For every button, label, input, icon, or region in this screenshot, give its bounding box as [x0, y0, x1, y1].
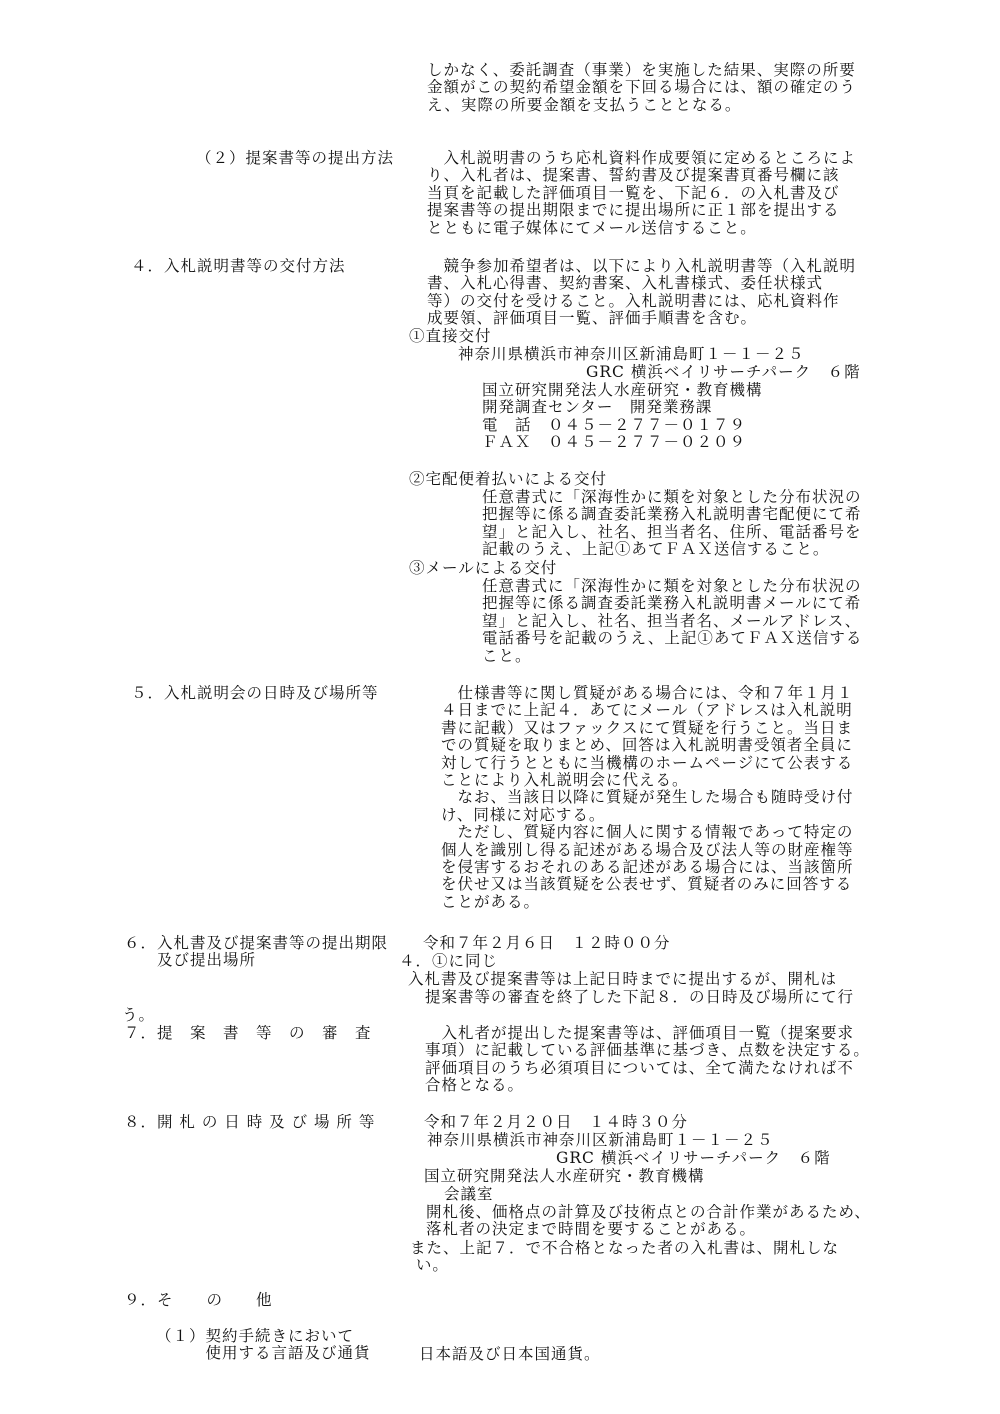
section-9-sub1-value: 日本語及び日本国通貨。	[419, 1345, 601, 1363]
section-8-address-line2: GRC 横浜ベイリサーチパーク ６階	[556, 1149, 831, 1167]
section-6-note-line1: 入札書及び提案書等は上記日時までに提出するが、開札は	[408, 970, 838, 988]
section-8-label: ８．開 札 の 日 時 及 び 場 所 等	[124, 1113, 376, 1131]
section-6-place: ４．①に同じ	[399, 952, 499, 970]
method-1-organization: 国立研究開発法人水産研究・教育機構 開発調査センター 開発業務課 電 話 ０４５－２７７－０１７９ ＦＡＸ ０４５－２７７－０２０９	[482, 381, 763, 452]
section-8-date: 令和７年２月２０日 １４時３０分	[424, 1113, 689, 1131]
section-8-note-1: 開札後、価格点の計算及び技術点との合計作業があるため、 落札者の決定まで時間を要することがある。	[426, 1203, 871, 1239]
intro-continuation: しかなく、委託調査（事業）を実施した結果、実際の所要 金額がこの契約希望金額を下回る場合には、額の確定のう え、実際の所要金額を支払うこととなる。	[427, 61, 857, 114]
method-3-body: 任意書式に「深海性かに類を対象とした分布状況の 把握等に係る調査委託業務入札説明書メールにて希 望」と記入し、社名、担当者名、メールアドレス、 電話番号を記載のうえ、上記①あてＦＡＸ送信する こと。	[482, 577, 863, 665]
section-6-label: ６．入札書及び提案書等の提出期限 及び提出場所	[124, 934, 389, 970]
method-2-body: 任意書式に「深海性かに類を対象とした分布状況の 把握等に係る調査委託業務入札説明書宅配便にて希 望」と記入し、社名、担当者名、住所、電話番号を 記載のうえ、上記①あてＦＡＸ送信すること。	[482, 488, 862, 559]
method-1-address-line1: 神奈川県横浜市神奈川区新浦島町１－１－２５	[458, 345, 805, 363]
section-8-room: 会議室	[444, 1185, 494, 1203]
submission-body: 入札説明書のうち応札資料作成要領に定めるところによ り、入札者は、提案書、誓約書及び提案書頁番号欄に該 当頁を記載した評価項目一覧を、下記６．の入札書及び 提案書等の提出期限までに提出場所に正１部を提出する とともに電子媒体にてメール送信すること。	[427, 149, 857, 237]
section-4-label: ４．入札説明書等の交付方法	[131, 257, 346, 275]
method-3-title: ③メールによる交付	[409, 559, 558, 577]
section-6-note-line3: う。	[122, 1006, 156, 1024]
section-6-date: 令和７年２月６日 １２時００分	[423, 934, 671, 952]
method-1-address-line2: GRC 横浜ベイリサーチパーク ６階	[586, 363, 861, 381]
method-2-title: ②宅配便着払いによる交付	[409, 470, 608, 488]
section-4-body: 競争参加希望者は、以下により入札説明書等（入札説明 書、入札心得書、契約書案、入札書様式、委任状様式 等）の交付を受けること。入札説明書には、応札資料作 成要領、評価項目一覧、評価手順書を含む。	[427, 257, 857, 328]
section-5-label: ５．入札説明会の日時及び場所等	[131, 684, 379, 702]
section-8-address-line1: 神奈川県横浜市神奈川区新浦島町１－１－２５	[427, 1131, 774, 1149]
section-5-body: 仕様書等に関し質疑がある場合には、令和７年１月１ ４日までに上記４．あてにメール（アドレスは入札説明 書に記載）又はファックスにて質疑を行うこと。当日ま での質疑を取りまとめ、回答は入札説明書受領者全員に 対して行うとともに当機構のホームページにて公表する ことにより入札説明会に代える。 なお、当該日以降に質疑が発生した場合も随時受け付 け、同様に対応する。 ただし、質疑内容に個人に関する情報であって特定の 個人を識別し得る記述がある場合及び法人等の財産権等 を侵害するおそれのある記述がある場合には、当該箇所 を伏せ又は当該質疑を公表せず、質疑者のみに回答する ことがある。	[441, 684, 854, 911]
section-9-sub1-label: （１）契約手続きにおいて 使用する言語及び通貨	[156, 1327, 371, 1363]
section-8-organization: 国立研究開発法人水産研究・教育機構	[424, 1167, 705, 1185]
section-7-label: ７．提 案 書 等 の 審 査	[124, 1024, 372, 1042]
section-7-body: 入札者が提出した提案書等は、評価項目一覧（提案要求 事項）に記載している評価基準に基づき、点数を決定する。 評価項目のうち必須項目については、全て満たなければ不 合格となる。	[425, 1024, 870, 1095]
section-8-note-2: また、上記７．で不合格となった者の入札書は、開札しな い。	[410, 1239, 840, 1275]
section-9-label: ９．そ の 他	[124, 1291, 273, 1309]
subsection-label-submission: （２）提案書等の提出方法	[196, 149, 395, 167]
section-6-note-line2: 提案書等の審査を終了した下記８．の日時及び場所にて行	[425, 988, 855, 1006]
method-1-title: ①直接交付	[409, 327, 492, 345]
